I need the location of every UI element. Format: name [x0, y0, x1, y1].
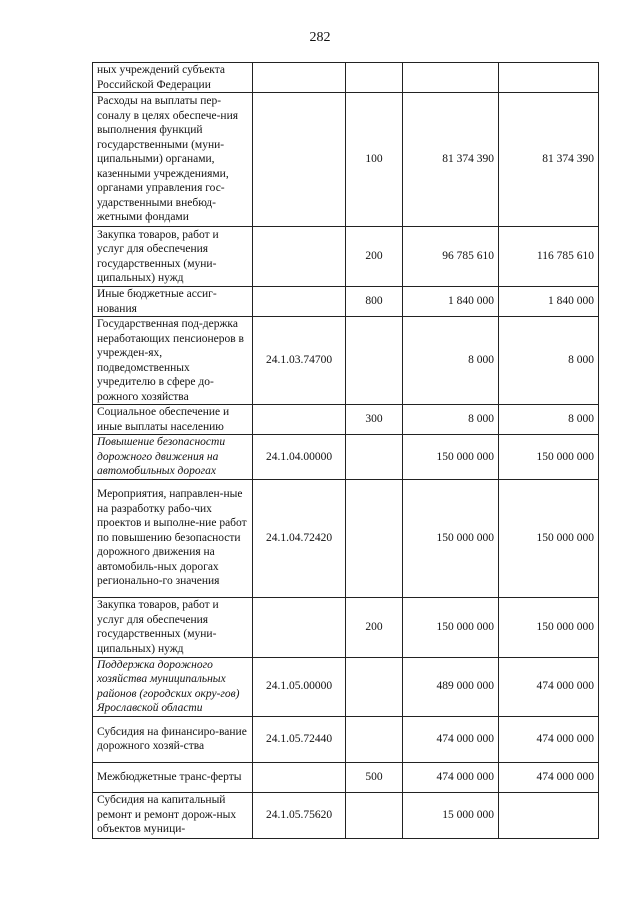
target-code-cell: [253, 405, 346, 435]
expense-kind-cell: 100: [346, 93, 403, 227]
table-row: [93, 63, 599, 93]
amount-year2-cell: 1 840 000: [499, 287, 599, 317]
table-row: [93, 792, 599, 838]
expense-kind-cell: 200: [346, 597, 403, 657]
target-code-cell: [253, 762, 346, 792]
table-row: [93, 227, 599, 287]
page-number: 282: [309, 30, 331, 45]
expense-kind-cell: [346, 792, 403, 838]
amount-year1-cell: 1 840 000: [403, 287, 499, 317]
target-code-cell: [253, 287, 346, 317]
expense-kind-cell: 800: [346, 287, 403, 317]
target-code-cell: 24.1.03.74700: [253, 317, 346, 405]
target-code-cell: 24.1.04.72420: [253, 479, 346, 597]
amount-year2-cell: 116 785 610: [499, 227, 599, 287]
table-row: [93, 405, 599, 435]
amount-year1-cell: 15 000 000: [403, 792, 499, 838]
table-row: [93, 93, 599, 227]
item-name-cell: ных учреждений субъекта Российской Федерации: [93, 63, 253, 93]
item-name-cell: Социальное обеспечение и иные выплаты населению: [93, 405, 253, 435]
expense-kind-cell: [346, 716, 403, 762]
amount-year2-cell: 8 000: [499, 405, 599, 435]
table-row: [93, 762, 599, 792]
amount-year1-cell: 150 000 000: [403, 435, 499, 480]
table-row: [93, 657, 599, 716]
expense-kind-cell: [346, 657, 403, 716]
target-code-cell: 24.1.05.75620: [253, 792, 346, 838]
item-name-cell: Государственная под-держка неработающих пенсионеров в учрежден-ях, подведомственных учредителю в сфере до-рожного хозяйства: [93, 317, 253, 405]
amount-year1-cell: 81 374 390: [403, 93, 499, 227]
budget-table-body: [93, 63, 599, 839]
expense-kind-cell: [346, 317, 403, 405]
budget-table: [92, 62, 599, 839]
target-code-cell: [253, 93, 346, 227]
expense-kind-cell: [346, 479, 403, 597]
amount-year2-cell: 474 000 000: [499, 762, 599, 792]
expense-kind-cell: [346, 63, 403, 93]
target-code-cell: 24.1.04.00000: [253, 435, 346, 480]
expense-kind-cell: 300: [346, 405, 403, 435]
expense-kind-cell: 500: [346, 762, 403, 792]
table-row: [93, 597, 599, 657]
expense-kind-cell: [346, 435, 403, 480]
target-code-cell: [253, 227, 346, 287]
item-name-cell: Субсидия на капитальный ремонт и ремонт дорож-ных объектов муници-: [93, 792, 253, 838]
amount-year1-cell: 8 000: [403, 405, 499, 435]
amount-year2-cell: 8 000: [499, 317, 599, 405]
amount-year1-cell: 150 000 000: [403, 597, 499, 657]
target-code-cell: [253, 597, 346, 657]
item-name-cell: Межбюджетные транс-ферты: [93, 762, 253, 792]
table-row: [93, 287, 599, 317]
amount-year2-cell: [499, 63, 599, 93]
amount-year1-cell: 489 000 000: [403, 657, 499, 716]
item-name-cell: Повышение безопасности дорожного движения на автомобильных дорогах: [93, 435, 253, 480]
item-name-cell: Расходы на выплаты пер-соналу в целях обеспече-ния выполнения функций государственными (муни-ципальными) органами, казенными учреждениями, органами управления гос-ударственными внебюд-жетными фондами: [93, 93, 253, 227]
table-row: [93, 435, 599, 480]
amount-year2-cell: 150 000 000: [499, 479, 599, 597]
item-name-cell: Поддержка дорожного хозяйства муниципальных районов (городских окру-гов) Ярославской области: [93, 657, 253, 716]
expense-kind-cell: 200: [346, 227, 403, 287]
item-name-cell: Иные бюджетные ассиг-нования: [93, 287, 253, 317]
amount-year1-cell: 150 000 000: [403, 479, 499, 597]
amount-year2-cell: 150 000 000: [499, 435, 599, 480]
amount-year2-cell: [499, 792, 599, 838]
amount-year2-cell: 150 000 000: [499, 597, 599, 657]
amount-year2-cell: 474 000 000: [499, 716, 599, 762]
target-code-cell: 24.1.05.72440: [253, 716, 346, 762]
target-code-cell: 24.1.05.00000: [253, 657, 346, 716]
item-name-cell: Субсидия на финансиро-вание дорожного хозяй-ства: [93, 716, 253, 762]
amount-year1-cell: 474 000 000: [403, 762, 499, 792]
table-row: [93, 479, 599, 597]
amount-year1-cell: [403, 63, 499, 93]
amount-year2-cell: 81 374 390: [499, 93, 599, 227]
table-row: [93, 716, 599, 762]
item-name-cell: Закупка товаров, работ и услуг для обеспечения государственных (муни-ципальных) нужд: [93, 227, 253, 287]
table-row: [93, 317, 599, 405]
amount-year2-cell: 474 000 000: [499, 657, 599, 716]
target-code-cell: [253, 63, 346, 93]
item-name-cell: Закупка товаров, работ и услуг для обеспечения государственных (муни-ципальных) нужд: [93, 597, 253, 657]
amount-year1-cell: 8 000: [403, 317, 499, 405]
amount-year1-cell: 474 000 000: [403, 716, 499, 762]
amount-year1-cell: 96 785 610: [403, 227, 499, 287]
item-name-cell: Мероприятия, направлен-ные на разработку рабо-чих проектов и выполне-ние работ по повышению безопасности дорожного движения на автомобиль-ных дорогах регионально-го значения: [93, 479, 253, 597]
